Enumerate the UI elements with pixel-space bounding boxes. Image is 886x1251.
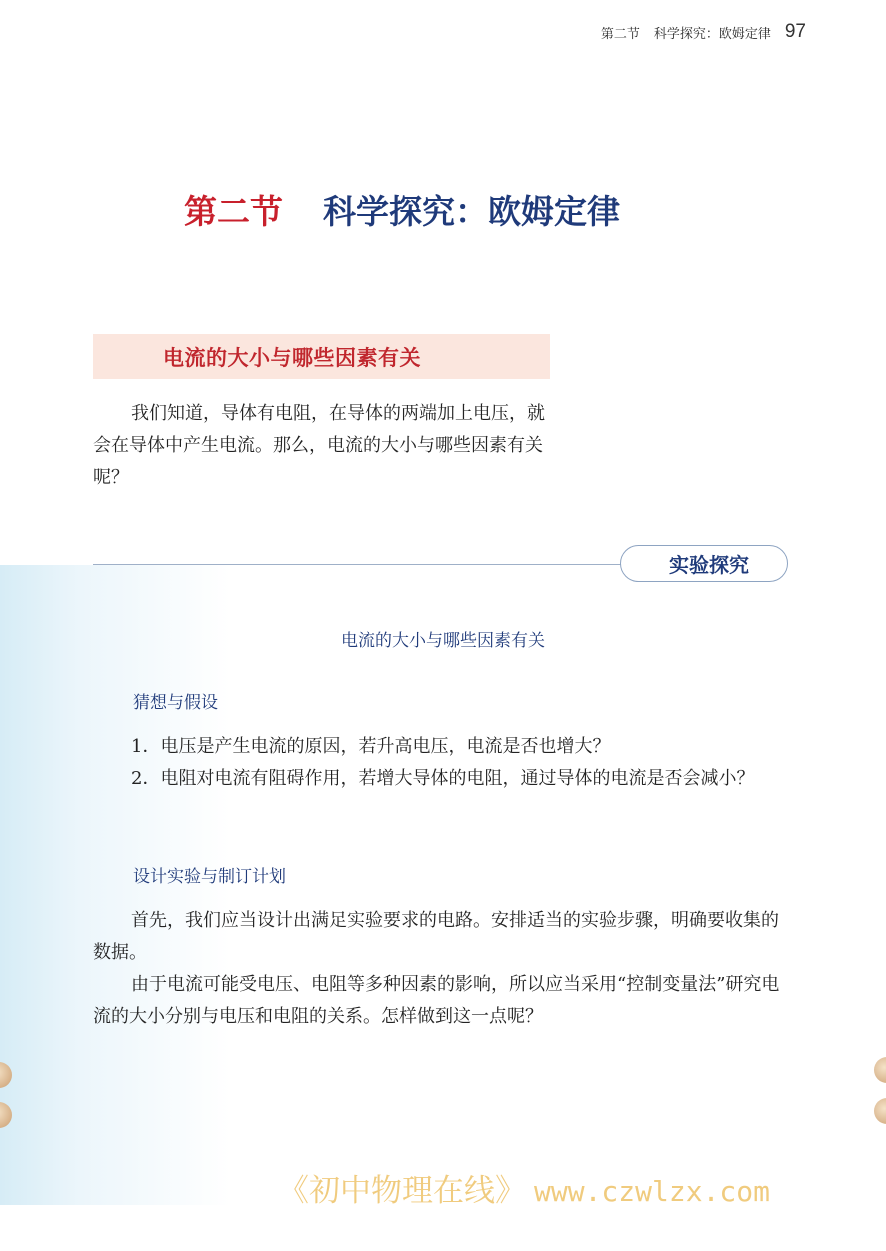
design-paragraph: 首先，我们应当设计出满足实验要求的电路。安排适当的实验步骤，明确要收集的数据。 [93,910,779,963]
watermark-name: 《初中物理在线》 [278,1173,526,1209]
hypothesis-item: 1．电压是产生电流的原因，若升高电压，电流是否也增大？ [131,736,611,757]
design-paragraph: 由于电流可能受电压、电阻等多种因素的影响，所以应当采用“控制变量法”研究电流的大小分别与电压和电阻的关系。怎样做到这一点呢？ [93,974,780,1027]
hypothesis-item: 2．电阻对电流有阻碍作用，若增大导体的电阻，通过导体的电流是否会减小？ [131,768,755,789]
subheading: 电流的大小与哪些因素有关 [163,345,421,370]
header-section: 第二节 [600,26,640,42]
watermark-url: www.czwlzx.com [534,1175,771,1208]
intro-paragraph: 我们知道，导体有电阻，在导体的两端加上电压，就会在导体中产生电流。那么，电流的大小与哪些因素有关呢？ [93,403,545,488]
running-header [601,18,806,46]
hypothesis-list [93,731,793,795]
section-name: 科学探究：欧姆定律 [323,192,620,231]
section-number: 第二节 [184,192,283,231]
design-heading: 设计实验与制订计划 [133,867,286,887]
experiment-divider [93,564,633,565]
watermark [278,1165,770,1210]
experiment-badge: 实验探究 [620,545,788,582]
page-number: 97 [784,21,806,42]
header-topic: 科学探究：欧姆定律 [653,26,771,42]
design-text [93,905,793,1033]
experiment-title: 电流的大小与哪些因素有关 [341,631,545,651]
subheading-box [93,334,550,379]
hypothesis-heading: 猜想与假设 [133,693,218,713]
section-title [184,186,620,233]
intro-text [93,398,553,494]
